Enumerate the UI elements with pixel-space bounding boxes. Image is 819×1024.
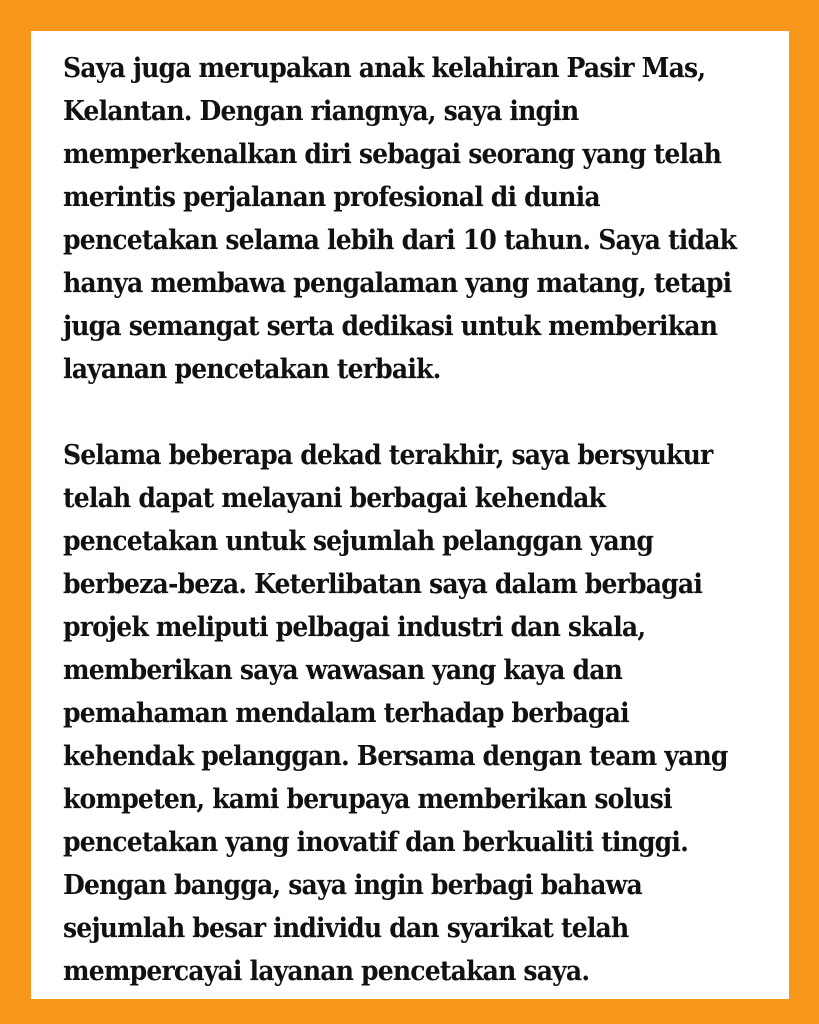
text-line: sejumlah besar individu dan syarikat telah: [63, 913, 629, 944]
paragraph-spacer: [63, 391, 755, 434]
paragraph-experience: [63, 434, 755, 993]
text-line: kehendak pelanggan. Bersama dengan team yang: [63, 741, 728, 772]
text-line: Selama beberapa dekad terakhir, saya bersyukur: [63, 440, 713, 471]
text-line: merintis perjalanan profesional di dunia: [63, 182, 600, 213]
text-line: Saya juga merupakan anak kelahiran Pasir Mas,: [63, 53, 706, 84]
text-line: hanya membawa pengalaman yang matang, tetapi: [63, 268, 732, 299]
text-line: memberikan saya wawasan yang kaya dan: [63, 655, 623, 686]
text-line: Dengan bangga, saya ingin berbagi bahawa: [63, 870, 642, 901]
text-line: berbeza-beza. Keterlibatan saya dalam berbagai: [63, 569, 703, 600]
text-line: juga semangat serta dedikasi untuk memberikan: [63, 311, 718, 342]
text-line: mempercayai layanan pencetakan saya.: [63, 956, 590, 987]
paragraph-intro: [63, 47, 755, 391]
text-line: Kelantan. Dengan riangnya, saya ingin: [63, 96, 579, 127]
text-line: telah dapat melayani berbagai kehendak: [63, 483, 606, 514]
text-line: pemahaman mendalam terhadap berbagai: [63, 698, 629, 729]
text-line: pencetakan selama lebih dari 10 tahun. Saya tidak: [63, 225, 737, 256]
text-line: layanan pencetakan terbaik.: [63, 354, 441, 385]
text-line: memperkenalkan diri sebagai seorang yang telah: [63, 139, 722, 170]
text-card: [31, 31, 789, 999]
text-line: pencetakan untuk sejumlah pelanggan yang: [63, 526, 654, 557]
text-line: pencetakan yang inovatif dan berkualiti tinggi.: [63, 827, 689, 858]
text-line: kompeten, kami berupaya memberikan solusi: [63, 784, 672, 815]
text-line: projek meliputi pelbagai industri dan skala,: [63, 612, 646, 643]
